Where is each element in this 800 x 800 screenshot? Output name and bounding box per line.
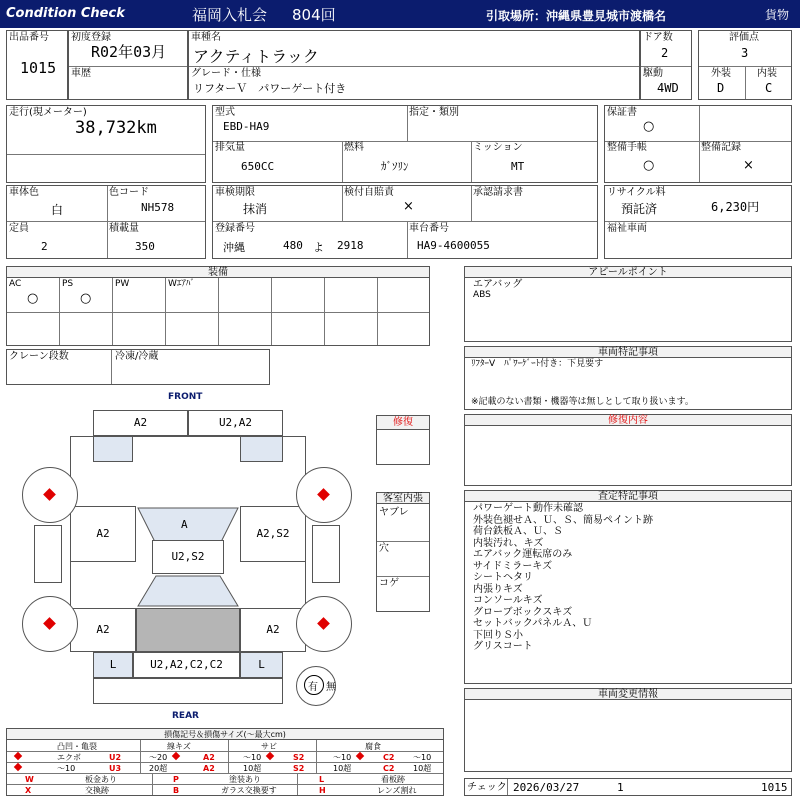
legend-r2-corrosion-size: 10超 — [413, 764, 432, 773]
plate-number: 480 — [283, 239, 303, 252]
legend-r2-scratch-size: 10超 — [243, 764, 262, 773]
chassis-label: 車台番号 — [409, 223, 449, 234]
divider — [471, 186, 472, 221]
legend-r1-corrosion-size: 〜10 — [413, 753, 432, 762]
equip-mark-ps: ○ — [80, 291, 92, 306]
spare-yes: 有 — [308, 682, 318, 693]
panel-right-rear: A2 — [240, 608, 306, 652]
repair-box — [376, 415, 430, 465]
cargo-box — [376, 492, 430, 612]
doors-box — [640, 30, 692, 100]
recycle-fee: 6,230円 — [711, 200, 760, 214]
inspect-label: 車検期限 — [215, 187, 255, 198]
legend-key-w: W — [25, 775, 34, 784]
appeal-title: アピールポイント — [465, 267, 791, 278]
panel-left-rear: A2 — [70, 608, 136, 652]
reg-value: R02年03月 — [91, 43, 167, 61]
color-value: 白 — [51, 203, 64, 217]
divider — [218, 278, 219, 345]
special-line-1: ﾘﾌﾀｰV ﾊﾟﾜｰｹﾞｰﾄ付き：下見要す — [471, 359, 604, 369]
divider — [377, 278, 378, 345]
load-label: 積載量 — [109, 223, 139, 234]
cargo-item-burn: コゲ — [379, 578, 399, 589]
panel-rear-step — [93, 678, 283, 704]
inspection-line: パワーゲート動作未確認 — [473, 503, 583, 514]
legend-key-h-desc: レンズ割れ — [377, 786, 417, 795]
check-label: チェック — [467, 782, 507, 793]
legend-r2-dent-size: 20超 — [149, 764, 168, 773]
lot-number: 1015 — [20, 59, 57, 77]
divider — [377, 576, 429, 577]
divider — [745, 66, 746, 99]
legend-r2-corrosion-code: C2 — [383, 764, 395, 773]
legend-r2-scratch-code: A2 — [203, 764, 215, 773]
mirror-right — [312, 525, 340, 583]
legend-key-x-desc: 交換跡 — [85, 786, 109, 795]
welfare-label: 福祉車両 — [607, 223, 647, 234]
crane-label: クレーン段数 — [9, 351, 69, 362]
legend-key-l: L — [319, 775, 325, 784]
doors-label: ドア数 — [643, 32, 673, 43]
changes-title: 車両変更情報 — [465, 689, 791, 700]
inspection-line: サイドミラーキズ — [473, 560, 553, 572]
check-num: 1 — [617, 781, 624, 794]
legend-key-p-desc: 塗装あり — [229, 775, 261, 784]
manual-value: ○ — [643, 158, 655, 173]
fuel-value: ｶﾞｿﾘﾝ — [381, 160, 409, 173]
panel-left-door: A2 — [70, 506, 136, 562]
manual-label: 整備手帳 — [607, 142, 647, 153]
insurance-label: 検付自賠責 — [344, 187, 394, 198]
divider — [316, 740, 317, 773]
divider — [228, 740, 229, 773]
divider — [165, 278, 166, 345]
inspection-line: 内装汚れ、キズ — [473, 537, 544, 549]
legend-key-h: H — [319, 786, 326, 795]
cargo-title: 客室内張 — [377, 493, 429, 504]
score-label: 評価点 — [729, 32, 759, 43]
session-number: 804回 — [292, 6, 336, 24]
header-bar — [0, 0, 800, 28]
inspection-line: セットバックパネルＡ、Ｕ — [473, 618, 593, 629]
inspection-line: 下回りＳ小 — [473, 629, 523, 641]
inspection-line: エアバック運転席のみ — [473, 549, 573, 560]
recycle-label: リサイクル料 — [607, 187, 666, 198]
trans-value: MT — [511, 160, 525, 173]
panel-bed — [136, 608, 240, 652]
repair-content-panel — [464, 414, 792, 486]
load-value: 350 — [135, 240, 155, 253]
check-lot: 1015 — [761, 781, 788, 794]
record-label: 整備記録 — [701, 142, 741, 153]
legend-r1-dent-size: 〜20 — [149, 753, 168, 762]
cargo-item-hole: 穴 — [379, 543, 389, 554]
vehicle-changes-panel — [464, 688, 792, 772]
legend-marker-icon — [14, 763, 22, 771]
ext-label: 外装 — [711, 68, 731, 79]
legend-marker-icon — [172, 752, 180, 760]
code-label: 色コード — [109, 187, 149, 198]
inspection-line: コンソールキズ — [473, 595, 543, 606]
freezer-label: 冷凍/冷蔵 — [115, 351, 159, 362]
legend-key-b-desc: ガラス交換要す — [221, 786, 277, 795]
divider — [342, 186, 343, 221]
chassis-value: HA9-4600055 — [417, 239, 490, 252]
first-registration-box — [68, 30, 188, 100]
score-box — [698, 30, 792, 100]
legend-r2-dent-desc: 〜10 — [57, 764, 76, 773]
grade-value: リフターＶ パワーゲート付き — [193, 82, 347, 95]
legend-r1-scratch-size: 〜10 — [243, 753, 262, 762]
model-box — [212, 105, 598, 183]
score-value: 3 — [741, 46, 749, 60]
inspection-line: 外装色褪せＡ、Ｕ、Ｓ、簡易ペイント跡 — [473, 514, 653, 526]
appeal-line-2: ABS — [473, 290, 491, 300]
divider — [297, 773, 298, 795]
legend-group-scratch: 線キズ — [167, 742, 191, 751]
crane-box — [6, 349, 270, 385]
warranty-label: 保証書 — [607, 107, 637, 118]
color-box — [6, 185, 206, 259]
model-value: EBD-HA9 — [223, 120, 270, 133]
mirror-left — [34, 525, 62, 583]
legend-title: 損傷記号＆損傷サイズ(〜最大cm) — [7, 729, 443, 740]
legend-r1-rust-code: S2 — [293, 753, 305, 762]
divider — [152, 773, 153, 795]
equip-label-ac: AC — [9, 279, 22, 289]
equip-label-pw: PW — [115, 279, 130, 289]
divider — [407, 221, 408, 258]
legend-r1-rust-size: 〜10 — [333, 753, 352, 762]
trans-label: ミッション — [473, 142, 523, 153]
color-label: 車体色 — [9, 187, 39, 198]
capacity-label: 定員 — [9, 223, 29, 234]
legend-r1-dent-code: U2 — [109, 753, 122, 762]
divider — [111, 350, 112, 384]
model-label: 型式 — [215, 107, 235, 118]
plate-area: 沖縄 — [223, 241, 245, 254]
rear-label: REAR — [172, 711, 199, 721]
fuel-label: 燃料 — [344, 142, 364, 153]
drive-label: 駆動 — [643, 68, 663, 79]
legend-group-dent: 凸凹・亀裂 — [57, 742, 97, 751]
inspection-line: 荷台鉄板Ａ、Ｕ、Ｓ — [473, 526, 563, 537]
vehicle-category: 貨物 — [765, 8, 790, 22]
warranty-box — [604, 105, 792, 183]
divider — [59, 278, 60, 345]
insurance-value: × — [403, 199, 414, 214]
legend-key-x: X — [25, 786, 32, 795]
grade-label: グレード・仕様 — [191, 68, 261, 79]
divider — [699, 106, 700, 182]
inspection-box — [212, 185, 598, 259]
front-label: FRONT — [168, 392, 203, 402]
code-value: NH578 — [141, 201, 175, 214]
lot-box — [6, 30, 68, 100]
mileage-value: 38,732km — [75, 118, 157, 138]
brand-title: Condition Check — [6, 6, 125, 21]
legend-key-b: B — [173, 786, 180, 795]
legend-r1-scratch-code: A2 — [203, 753, 215, 762]
pickup-location: 引取場所：沖縄県豊見城市渡橋名 — [486, 9, 667, 23]
mileage-box — [6, 105, 206, 183]
divider — [7, 154, 205, 155]
inspection-title: 査定特記事項 — [465, 491, 791, 502]
vehicle-name: アクティトラック — [193, 47, 319, 66]
disp-value: 650CC — [241, 160, 275, 173]
equipment-title: 装備 — [7, 267, 429, 278]
equip-label-wairbag: Wｴｱﾊﾞ — [168, 279, 195, 289]
legend-key-p: P — [173, 775, 179, 784]
rear-window-shape — [136, 574, 240, 610]
divider — [507, 779, 508, 795]
divider — [324, 278, 325, 345]
divider — [213, 221, 597, 222]
panel-front-right: U2,A2 — [188, 410, 283, 436]
divider — [107, 186, 108, 258]
divider — [641, 66, 691, 67]
inspection-line: 内張りキズ — [473, 583, 523, 595]
inspection-notes-panel — [464, 490, 792, 684]
panel-taillight-left: L — [93, 652, 133, 678]
disp-label: 排気量 — [215, 142, 245, 153]
lot-label: 出品番号 — [9, 32, 49, 43]
drive-value: 4WD — [657, 81, 679, 95]
legend-r2-rust-code: S2 — [293, 764, 305, 773]
legend-marker-icon — [356, 752, 364, 760]
reg-label: 初度登録 — [71, 32, 111, 43]
inspection-line: グローブボックスキズ — [473, 606, 573, 618]
divider — [407, 106, 408, 141]
spare-no: 無 — [326, 682, 336, 693]
legend-r1-corrosion-code: C2 — [383, 753, 395, 762]
cargo-item-tear: ヤブレ — [379, 507, 409, 518]
legend-marker-icon — [14, 752, 22, 760]
divider — [69, 66, 187, 67]
int-value: C — [765, 81, 773, 95]
warranty-value: ○ — [643, 119, 655, 134]
mileage-label: 走行(現メーター) — [9, 107, 87, 118]
int-label: 内装 — [757, 68, 777, 79]
legend-r2-dent-code: U3 — [109, 764, 122, 773]
panel-headlight-left — [93, 436, 133, 462]
panel-rear-bumper: U2,A2,C2,C2 — [133, 652, 240, 678]
inspect-value: 抹消 — [243, 202, 268, 216]
panel-front-left: A2 — [93, 410, 188, 436]
panel-cabin: U2,S2 — [152, 540, 224, 574]
divider — [377, 541, 429, 542]
appeal-line-1: エアバッグ — [473, 279, 523, 290]
spec-label: 指定・類別 — [409, 107, 459, 118]
divider — [112, 278, 113, 345]
equip-mark-ac: ○ — [27, 291, 39, 306]
repair-content-title: 修復内容 — [465, 415, 791, 426]
panel-headlight-right — [240, 436, 283, 462]
history-label: 車歴 — [71, 68, 91, 79]
inspection-lines — [473, 503, 653, 653]
divider — [140, 740, 141, 773]
recycle-box — [604, 185, 792, 259]
auction-name: 福岡入札会 — [192, 6, 268, 24]
check-bar — [464, 778, 792, 796]
special-notes-panel — [464, 346, 792, 410]
legend-marker-icon — [266, 752, 274, 760]
check-date: 2026/03/27 — [513, 781, 580, 794]
legend-group-rust: サビ — [261, 742, 277, 751]
panel-windshield: A — [181, 518, 188, 531]
damage-legend — [6, 728, 444, 796]
vehicle-diagram — [0, 390, 372, 722]
claim-label: 承認請求書 — [473, 187, 523, 198]
special-title: 車両特記事項 — [465, 347, 791, 358]
capacity-value: 2 — [41, 240, 48, 253]
plate-label: 登録番号 — [215, 223, 255, 234]
divider — [471, 141, 472, 182]
divider — [189, 66, 639, 67]
special-note: ※記載のない書類・機器等は無しとして取り扱います。 — [471, 397, 694, 407]
legend-r2-rust-size: 10超 — [333, 764, 352, 773]
inspection-line: グリスコート — [473, 641, 533, 652]
panel-taillight-right: L — [240, 652, 283, 678]
divider — [7, 221, 205, 222]
divider — [271, 278, 272, 345]
plate-kana: よ — [313, 241, 324, 254]
legend-key-l-desc: 看板跡 — [381, 775, 405, 784]
legend-key-w-desc: 板金あり — [85, 775, 117, 784]
appeal-panel — [464, 266, 792, 342]
divider — [605, 221, 791, 222]
equip-label-ps: PS — [62, 279, 74, 289]
vehicle-name-box — [188, 30, 640, 100]
legend-r1-dent-desc: エクボ — [57, 753, 81, 762]
name-label: 車種名 — [191, 32, 221, 43]
repair-box-title: 修復 — [377, 416, 429, 430]
plate-serial: 2918 — [337, 239, 364, 252]
equipment-panel — [6, 266, 430, 346]
doors-value: 2 — [661, 46, 669, 60]
legend-group-corrosion: 腐食 — [365, 742, 381, 751]
ext-value: D — [717, 81, 725, 95]
inspection-line: シートヘタリ — [473, 572, 533, 583]
recycle-status: 預託済 — [621, 202, 658, 216]
record-value: × — [743, 158, 754, 173]
divider — [342, 141, 343, 182]
panel-right-door: A2,S2 — [240, 506, 306, 562]
divider — [213, 141, 597, 142]
